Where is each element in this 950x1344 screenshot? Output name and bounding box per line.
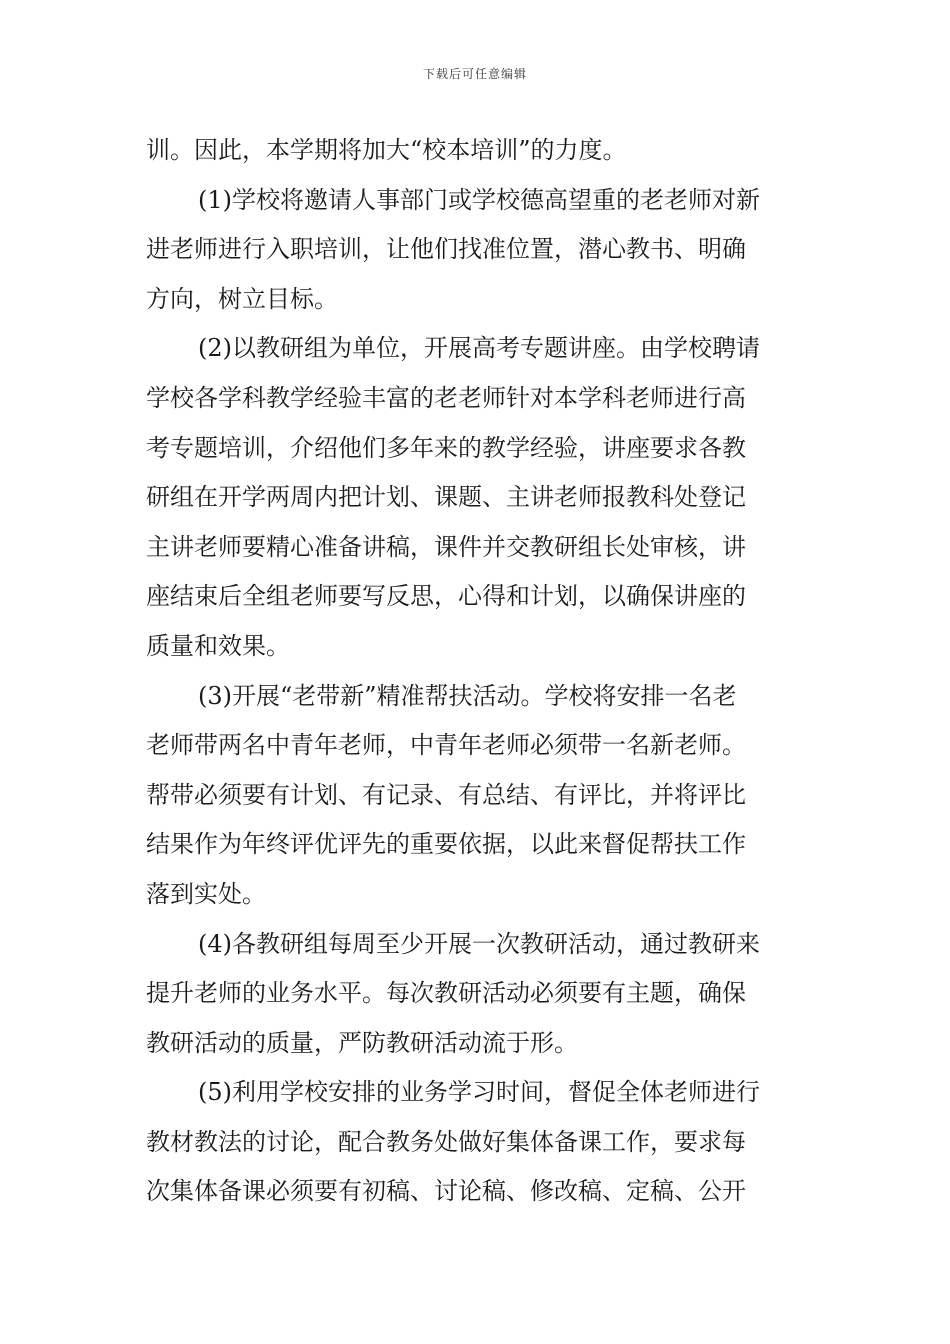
text-line: (2)以教研组为单位，开展高考专题讲座。由学校聘请	[198, 334, 760, 363]
text-line: 座结束后全组老师要写反思，心得和计划，以确保讲座的	[146, 582, 746, 611]
text-line: (4)各教研组每周至少开展一次教研活动，通过教研来	[198, 929, 760, 958]
text-line: (3)开展“老带新”精准帮扶活动。学校将安排一名老	[198, 681, 737, 710]
text-line: 学校各学科教学经验丰富的老老师针对本学科老师进行高	[146, 383, 746, 412]
text-line: 提升老师的业务水平。每次教研活动必须要有主题，确保	[146, 979, 746, 1008]
text-line: 主讲老师要精心准备讲稿，课件并交教研组长处审核，讲	[146, 532, 746, 561]
text-line: (1)学校将邀请人事部门或学校德高望重的老老师对新	[198, 185, 760, 214]
text-line: 落到实处。	[146, 879, 266, 908]
text-line: 研组在开学两周内把计划、课题、主讲老师报教科处登记	[146, 483, 746, 512]
text-line: 帮带必须要有计划、有记录、有总结、有评比，并将评比	[146, 780, 746, 809]
body-text	[146, 126, 806, 1217]
text-line: 结果作为年终评优评先的重要依据，以此来督促帮扶工作	[146, 830, 746, 859]
text-line: 方向，树立目标。	[146, 284, 338, 313]
text-line: 考专题培训，介绍他们多年来的教学经验，讲座要求各教	[146, 433, 746, 462]
text-line: 教研活动的质量，严防教研活动流于形。	[146, 1028, 578, 1057]
text-line: 质量和效果。	[146, 631, 290, 660]
text-line: 训。因此，本学期将加大“校本培训”的力度。	[146, 136, 627, 164]
text-line: 老师带两名中青年老师，中青年老师必须带一名新老师。	[146, 731, 746, 760]
text-line: 次集体备课必须要有初稿、讨论稿、修改稿、定稿、公开	[146, 1177, 746, 1206]
text-line: 教材教法的讨论，配合教务处做好集体备课工作，要求每	[146, 1127, 746, 1156]
text-line: 进老师进行入职培训，让他们找准位置，潜心教书、明确	[146, 235, 746, 264]
text-line: (5)利用学校安排的业务学习时间，督促全体老师进行	[198, 1078, 760, 1107]
page-header: 下载后可任意编辑	[422, 67, 527, 81]
